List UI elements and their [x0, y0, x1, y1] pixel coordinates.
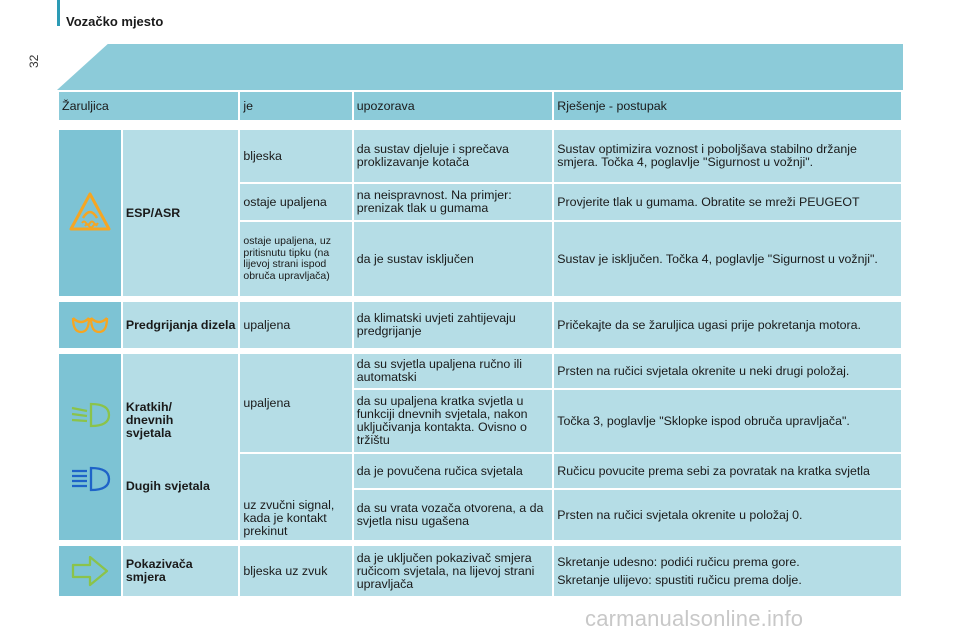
solution-cell: Prsten na ručici svjetala okrenite u položaj 0. — [554, 490, 901, 540]
table-row — [59, 546, 901, 596]
direction-arrow-icon — [70, 554, 110, 588]
preheat-icon-cell — [59, 302, 121, 348]
table-row — [59, 354, 901, 388]
warns-cell: da je sustav isključen — [354, 222, 553, 296]
warns-cell: da su upaljena kratka svjetla u funkciji dnevnih svjetala, nakon uključivanja kontakta. Ovisno o tržištu — [354, 390, 553, 452]
indicator-label: Pokazivača smjera — [123, 546, 239, 596]
high-beam-icon — [69, 465, 111, 493]
state-cell: ostaje upaljena — [240, 184, 351, 220]
esp-icon-cell — [59, 130, 121, 296]
solution-cell: Točka 3, poglavlje "Sklopke ispod obruča upravljača". — [554, 390, 901, 452]
column-header-warns: upozorava — [354, 92, 553, 120]
state-cell: uz zvučni signal, kada je kontakt prekinut — [240, 454, 351, 540]
column-header-solution: Rješenje - postupak — [554, 92, 901, 120]
page-number: 32 — [27, 54, 41, 68]
solution-cell: Ručicu povucite prema sebi za povratak na kratka svjetla — [554, 454, 901, 488]
low-beam-label: Kratkih/ dnevnih svjetala — [125, 400, 174, 440]
solution-cell: Pričekajte da se žaruljica ugasi prije pokretanja motora. — [554, 302, 901, 348]
table-header-row — [59, 92, 901, 120]
solution-cell: Prsten na ručici svjetala okrenite u neki drugi položaj. — [554, 354, 901, 388]
solution-cell: Provjerite tlak u gumama. Obratite se mreži PEUGEOT — [554, 184, 901, 220]
solution-cell — [554, 546, 901, 596]
low-beam-icon — [69, 401, 111, 429]
warns-cell: da su svjetla upaljena ručno ili automatski — [354, 354, 553, 388]
warning-lights-table — [57, 90, 903, 598]
page-title: Vozačko mjesto — [66, 14, 164, 29]
warns-cell: da sustav djeluje i sprečava proklizavanje kotača — [354, 130, 553, 182]
state-cell: bljeska uz zvuk — [240, 546, 351, 596]
state-cell: upaljena — [240, 302, 351, 348]
warns-cell: na neispravnost. Na primjer: prenizak tlak u gumama — [354, 184, 553, 220]
header-band — [57, 44, 903, 90]
table-row — [59, 302, 901, 348]
esp-warning-icon — [68, 191, 112, 235]
high-beam-label: Dugih svjetala — [125, 479, 210, 493]
state-cell: upaljena — [240, 354, 351, 452]
solution-cell: Sustav optimizira voznost i poboljšava stabilno držanje smjera. Točka 4, poglavlje "Sigurnost u vožnji". — [554, 130, 901, 182]
solution-right: Skretanje udesno: podići ručicu prema gore. — [557, 554, 800, 569]
lights-icon-cell — [59, 354, 121, 540]
column-header-lamp: Žaruljica — [59, 92, 238, 120]
watermark: carmanualsonline.info — [585, 606, 804, 631]
solution-cell: Sustav je isključen. Točka 4, poglavlje "Sigurnost u vožnji". — [554, 222, 901, 296]
column-header-state: je — [240, 92, 351, 120]
lights-label-cell — [123, 354, 239, 540]
warns-cell: da je uključen pokazivač smjera ručicom svjetala, na lijevoj strani upravljača — [354, 546, 553, 596]
state-cell: ostaje upaljena, uz pritisnutu tipku (na lijevoj strani ispod obruča upravljača) — [240, 222, 351, 296]
indicator-icon-cell — [59, 546, 121, 596]
esp-label: ESP/ASR — [123, 130, 239, 296]
preheating-coil-icon — [70, 314, 110, 336]
preheat-label: Predgrijanja dizela — [123, 302, 239, 348]
section-accent-bar — [57, 0, 60, 26]
warns-cell: da su vrata vozača otvorena, a da svjetla nisu ugašena — [354, 490, 553, 540]
solution-left: Skretanje ulijevo: spustiti ručicu prema dolje. — [557, 572, 802, 587]
state-cell: bljeska — [240, 130, 351, 182]
warns-cell: da je povučena ručica svjetala — [354, 454, 553, 488]
table-row — [59, 130, 901, 182]
warns-cell: da klimatski uvjeti zahtijevaju predgrijanje — [354, 302, 553, 348]
